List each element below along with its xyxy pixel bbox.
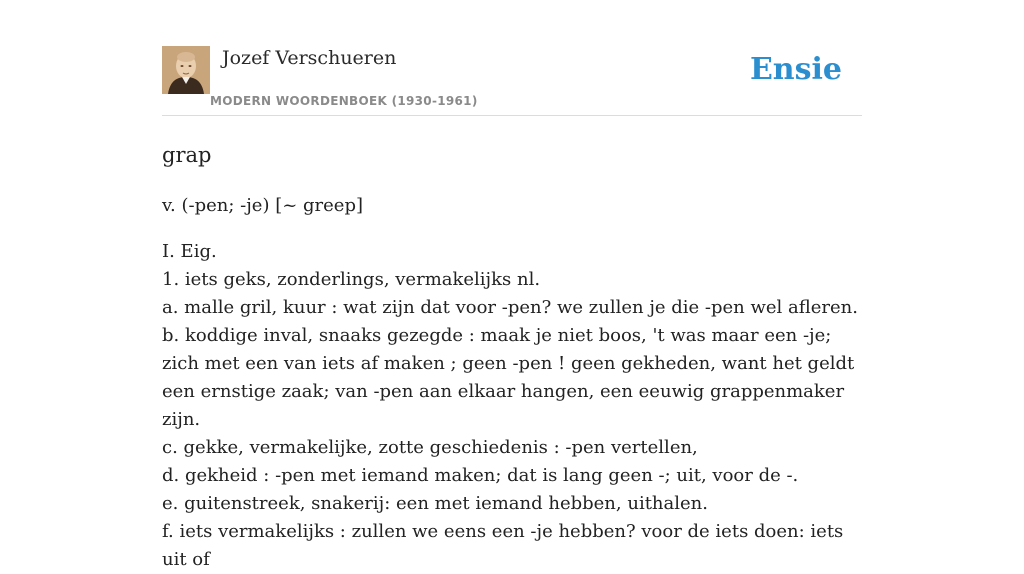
headword: grap (162, 143, 212, 167)
definition-line: 1. iets geks, zonderlings, vermakelijks nl. (162, 269, 541, 290)
definition-line: I. Eig. (162, 241, 217, 262)
definition-line: d. gekheid : -pen met iemand maken; dat is lang geen -; uit, voor de -. (162, 465, 799, 486)
dictionary-entry (162, 140, 872, 574)
header (162, 46, 862, 116)
grammar-info: v. (-pen; -je) [~ greep] (162, 195, 363, 216)
header-divider (162, 115, 862, 116)
definition-line: f. iets vermakelijks : zullen we eens een -je hebben? voor de iets doen: iets uit of (162, 521, 844, 570)
definition-line: c. gekke, vermakelijke, zotte geschiedenis : -pen vertellen, (162, 437, 698, 458)
definition-line: e. guitenstreek, snakerij: een met iemand hebben, uithalen. (162, 493, 708, 514)
definition-line: a. malle gril, kuur : wat zijn dat voor -pen? we zullen je die -pen wel afleren. (162, 297, 858, 318)
author-name[interactable]: Jozef Verschueren (222, 47, 397, 69)
portrait-icon (162, 46, 210, 94)
definition-body (162, 238, 872, 574)
source-label[interactable]: MODERN WOORDENBOEK (1930-1961) (210, 94, 478, 108)
definition-line: b. koddige inval, snaaks gezegde : maak je niet boos, 't was maar een -je; zich met een van iets af maken ; geen -pen ! geen gekheden, want het geldt een ernstige zaak; van -pen aan elkaar hangen, een eeuwig grappenmaker zijn. (162, 325, 855, 430)
avatar[interactable] (162, 46, 210, 94)
brand-logo[interactable]: Ensie (749, 52, 842, 87)
